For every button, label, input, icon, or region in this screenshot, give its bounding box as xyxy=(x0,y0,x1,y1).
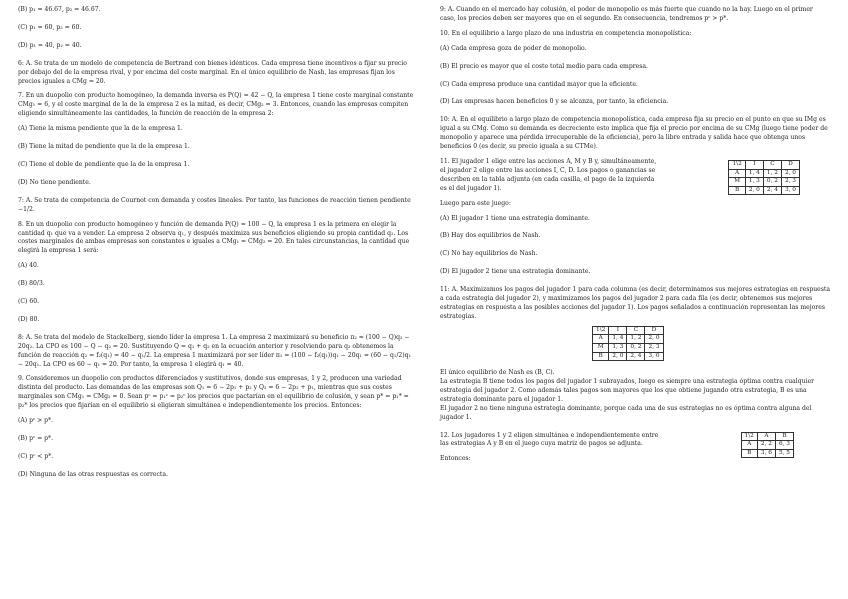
table-cell: 2, 0 xyxy=(745,186,763,195)
a11-text-1: El único equilibrio de Nash es (B, C). xyxy=(440,369,555,377)
question-11-block xyxy=(440,158,830,194)
answer-6: 6: A. Se trata de un modelo de competencia de Bertrand con bienes idénticos. Cada empresa tiene incentivos a fijar su precio por debajo del de la empresa rival, y por encima del coste marginal. En el único equilibrio de Nash, las empresas fijan los precios iguales a CMg = 20. xyxy=(18,59,407,85)
a11-text-3: El jugador 2 no tiene ninguna estrategia dominante, porque cada una de sus estrategias no es óptima contra alguna del jugador 1. xyxy=(440,404,812,421)
table-cell: D xyxy=(781,160,799,169)
table-cell: A xyxy=(729,169,745,178)
q7-option-c: (C) Tiene el doble de pendiente que la de la empresa 1. xyxy=(18,160,190,168)
table-cell: 2, 2 xyxy=(757,441,775,450)
q11-option-a: (A) El jugador 1 tiene una estrategia dominante. xyxy=(440,214,590,222)
q8-option-a: (A) 40. xyxy=(18,262,39,270)
q8-option-b: (B) 80/3. xyxy=(18,280,45,288)
q10-option-a: (A) Cada empresa goza de poder de monopolio. xyxy=(440,44,587,52)
q11-payoff-table xyxy=(728,160,800,195)
table-cell: 1, 2 xyxy=(763,169,781,178)
q7-option-a: (A) Tiene la misma pendiente que la de la empresa 1. xyxy=(18,125,183,133)
question-12: 12. Los jugadores 1 y 2 eligen simultánea e independientemente entre las estrategias A y B en el juego cuya matriz de pagos se adjunta. xyxy=(440,431,659,448)
q11-option-d: (D) El jugador 2 tiene una estrategia dominante. xyxy=(440,268,591,276)
a11-text-2: La estrategia B tiene todos los pagos del jugador 1 subrayados, luego es siempre una estrategia óptima contra cualquier estrategia del jugador 2. Como además tales pagos son mayores que los que obtiene jugando otra estrategia, B es una estrategia dominante para el jugador 1. xyxy=(440,378,814,403)
table-cell: M xyxy=(593,343,609,352)
table-cell: B xyxy=(775,432,793,441)
table-cell: 2, 3 xyxy=(781,178,799,187)
table-cell: 1, 3 xyxy=(609,343,627,352)
right-column xyxy=(440,6,830,470)
answer-7: 7: A. Se trata de competencia de Cournot con demanda y costes lineales. Por tanto, las funciones de reacción tienen pendiente −1/2. xyxy=(18,196,411,213)
table-cell: 0, 2 xyxy=(627,343,645,352)
table-cell: 2, 4 xyxy=(763,186,781,195)
left-column xyxy=(18,6,416,489)
table-cell: A xyxy=(757,432,775,441)
q5-option-b: (B) p₁ = 46.67, p₂ = 46.67. xyxy=(18,6,101,13)
q8-option-d: (D) 80. xyxy=(18,315,40,323)
table-cell: 1, 2 xyxy=(627,335,645,344)
q12-payoff-table xyxy=(741,432,794,459)
a11-payoff-table xyxy=(592,326,664,361)
q9-option-c: (C) pᶜ < p*. xyxy=(18,452,54,460)
question-8: 8. En un duopolio con producto homogéneo y función de demanda P(Q) = 100 − Q, la empresa 1 es la primera en elegir la cantidad q₁ que va a vender. La empresa 2 observa q₁, y después maximiza sus beneficios eligiendo su propia cantidad q₂. Los costes marginales de ambas empresas son constantes e iguales a CMg₁ = CMg₂ = 20. En tales circunstancias, la cantidad que elegirá la empresa 1 será: xyxy=(18,220,410,255)
table-cell: 1\2 xyxy=(593,326,609,335)
table-cell: 5, 5 xyxy=(775,449,793,458)
table-cell: B xyxy=(593,352,609,361)
question-12-block xyxy=(440,431,830,456)
table-cell: B xyxy=(729,186,745,195)
q10-option-d: (D) Las empresas hacen beneficios 0 y se alcanza, por tanto, la eficiencia. xyxy=(440,98,669,106)
table-cell: I xyxy=(745,160,763,169)
table-cell: A xyxy=(593,335,609,344)
table-cell: 1, 3 xyxy=(745,178,763,187)
question-10: 10. En el equilibrio a largo plazo de una industria en competencia monopolística: xyxy=(440,29,692,37)
q12-intro: Entonces: xyxy=(440,455,471,463)
q9-option-d: (D) Ninguna de las otras respuestas es correcta. xyxy=(18,470,168,478)
answer-10: 10: A. En el equilibrio a largo plazo de competencia monopolística, cada empresa fija su precio en el punto en que su IMg es igual a su CMg. Como su demanda es decreciente esto implica que fija el precio por encima de su CMg (luego tiene poder de monopolio y aparece una pérdida irrecuperable de la eficiencia), pero la libre entrada y salida hace que obtenga unos beneficios 0 (es decir, su precio iguala a su CTMe). xyxy=(440,116,828,151)
q11-intro: Luego para este juego: xyxy=(440,199,511,207)
question-9: 9. Consideremos un duopolio con productos diferenciados y sustitutivos, donde sus empresas, 1 y 2, producen una variedad distinta del producto. Las demandas de las empresas son Q₁ = 6 − 2p₁ + p₂ y Q₂ = 6 − 2p₂ + p₁, mientras que sus costes marginales son CMg₁ = CMg₂ = 0. Sean pᶜ = p₁ᶜ = p₂ᶜ los precios que pactarían en el equilibrio de colusión, y sean p* = p₁* = p₂* los precios que fijarían en el equilibrio si eligieran simultánea e independientemente los precios. Entonces: xyxy=(18,375,409,410)
q8-option-c: (C) 60. xyxy=(18,298,40,306)
q10-option-c: (C) Cada empresa produce una cantidad mayor que la eficiente. xyxy=(440,80,638,88)
table-cell: M xyxy=(729,178,745,187)
q9-option-a: (A) pᶜ > p*. xyxy=(18,417,53,425)
table-cell: C xyxy=(763,160,781,169)
q9-option-b: (B) pᶜ = p*. xyxy=(18,435,54,442)
table-cell: D xyxy=(645,326,663,335)
table-cell: 2, 3 xyxy=(645,343,663,352)
table-cell: 1, 4 xyxy=(609,335,627,344)
table-cell: 3, 6 xyxy=(757,449,775,458)
answer-11: 11: A. Maximizamos los pagos del jugador 1 para cada columna (es decir, determinamos sus mejores estrategias en respuesta a cada estrategia del jugador 2), y maximizamos los pagos del jugador 2 para cada fila (es decir, obtenemos sus mejores estrategias en respuesta a las posibles acciones del jugador 1). Los pagos señalados a continuación representan las mejores estrategias. xyxy=(440,286,830,320)
table-cell: 2, 0 xyxy=(781,169,799,178)
table-cell: 2, 4 xyxy=(627,352,645,361)
table-cell: C xyxy=(627,326,645,335)
table-cell: 6, 3 xyxy=(775,441,793,450)
q5-option-c: (C) p₁ = 60, p₂ = 60. xyxy=(18,23,82,31)
answer-9: 9: A. Cuando en el mercado hay colusión, el poder de monopolio es más fuerte que cuando no la hay. Luego en el primer caso, los precios deben ser mayores que en el segundo. En consecuencia, tendremos pᶜ > p*. xyxy=(440,6,813,22)
table-cell: 0, 2 xyxy=(763,178,781,187)
table-cell: 2, 0 xyxy=(609,352,627,361)
question-11: 11. El jugador 1 elige entre las acciones A, M y B y, simultáneamente, el jugador 2 elige entre las acciones I, C, D. Los pagos o ganancias se describen en la tabla adjunta (en cada casilla, el pago de la izquierda es el del jugador 1). xyxy=(440,157,657,192)
table-cell: 3, 0 xyxy=(781,186,799,195)
question-7: 7. En un duopolio con producto homogéneo, la demanda inversa es P(Q) = 42 − Q, la empresa 1 tiene coste marginal constante CMg₁ = 6, y el coste marginal de la de la empresa 2 es la mitad, es decir, CMg₂ = 3. Entonces, cuando las empresas compiten eligiendo simultáneamente las cantidades, la función de reacción de la empresa 2: xyxy=(18,92,414,118)
q11-option-c: (C) No hay equilibrios de Nash. xyxy=(440,250,538,258)
q10-option-b: (B) El precio es mayor que el coste total medio para cada empresa. xyxy=(440,62,648,70)
table-cell: A xyxy=(741,441,757,450)
table-cell: 1\2 xyxy=(729,160,745,169)
table-cell: B xyxy=(741,449,757,458)
table-cell: 2, 0 xyxy=(645,335,663,344)
q7-option-d: (D) No tiene pendiente. xyxy=(18,178,91,186)
q5-option-d: (D) p₁ = 40, p₂ = 40. xyxy=(18,41,82,49)
table-cell: 1\2 xyxy=(741,432,757,441)
table-cell: I xyxy=(609,326,627,335)
table-cell: 1, 4 xyxy=(745,169,763,178)
table-cell: 3, 0 xyxy=(645,352,663,361)
q7-option-b: (B) Tiene la mitad de pendiente que la de la empresa 1. xyxy=(18,143,190,151)
q11-option-b: (B) Hay dos equilibrios de Nash. xyxy=(440,232,541,240)
answer-8: 8: A. Se trata del modelo de Stackelberg, siendo líder la empresa 1. La empresa 2 maximizará su beneficio π₂ = (100 − Q)q₂ − 20q₂. La CPO es 100 − Q − q₂ = 20. Sustituyendo Q = q₁ + q₂ en la ecuación anterior y resolviendo para q₂ obtenemos la función de reacción q₂ = f₂(q₁) = 40 − q₁/2. La empresa 1 maximizará por ser líder π₁ = (100 − f₂(q₁))q₁ − 20q₁ = (60 − q₁/2)q₁ − 20q₁. La CPO es 60 − q₁ = 20. Por tanto, la empresa 1 elegirá q₁ = 40. xyxy=(18,333,412,368)
